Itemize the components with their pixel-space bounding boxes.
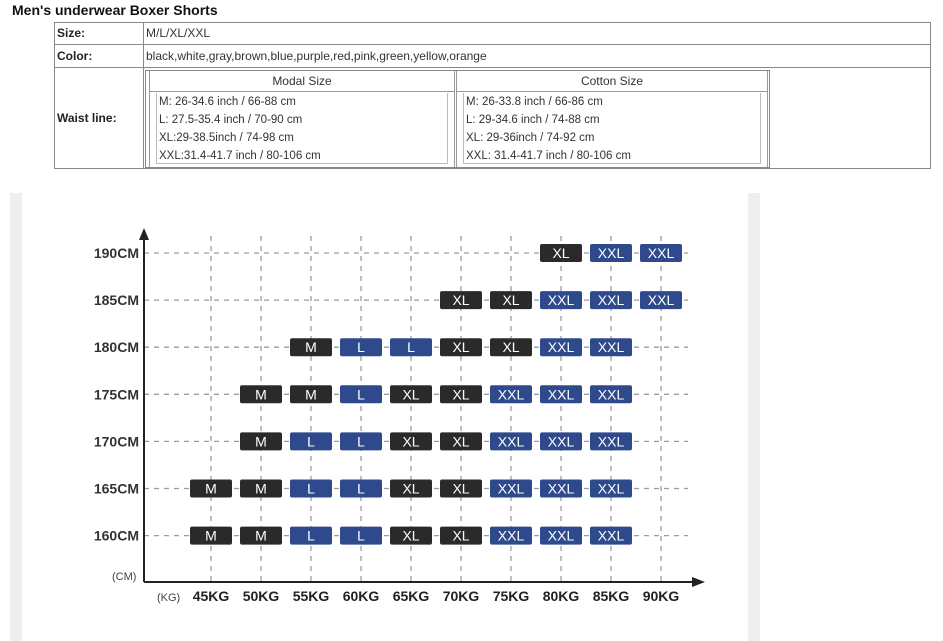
cotton-size-row: XL: 29-36inch / 74-92 cm bbox=[466, 132, 595, 144]
size-label: Size: bbox=[57, 26, 86, 40]
x-axis-arrow-icon bbox=[692, 577, 705, 587]
size-tag-label: XL bbox=[402, 386, 420, 403]
x-tick-label: 80KG bbox=[542, 588, 580, 604]
size-tag-label: XXL bbox=[497, 386, 525, 403]
size-tag-label: M bbox=[305, 339, 317, 356]
x-tick-label: 45KG bbox=[192, 588, 230, 604]
size-tag-label: L bbox=[357, 433, 365, 450]
cotton-size-header: Cotton Size bbox=[457, 71, 767, 92]
y-tick-label: 175CM bbox=[93, 386, 139, 403]
size-tag-label: XL bbox=[452, 386, 470, 403]
size-tag-label: XL bbox=[452, 292, 470, 309]
size-tag-label: M bbox=[255, 527, 267, 544]
y-tick-label: 185CM bbox=[93, 292, 139, 309]
size-tag-label: XXL bbox=[547, 386, 575, 403]
x-unit-label: (KG) bbox=[157, 592, 181, 604]
cotton-size-row: M: 26-33.8 inch / 66-86 cm bbox=[466, 96, 603, 108]
modal-size-row: XXL:31.4-41.7 inch / 80-106 cm bbox=[159, 150, 321, 162]
size-tag-label: XL bbox=[402, 527, 420, 544]
y-tick-label: 165CM bbox=[93, 480, 139, 497]
size-tag-label: XL bbox=[402, 480, 420, 497]
size-value: M/L/XL/XXL bbox=[146, 26, 211, 40]
size-tag-label: M bbox=[255, 480, 267, 497]
color-label: Color: bbox=[57, 49, 93, 63]
size-tag-label: XXL bbox=[497, 527, 525, 544]
size-tag-label: XXL bbox=[597, 527, 625, 544]
y-axis-arrow-icon bbox=[139, 228, 149, 240]
size-tag-label: L bbox=[307, 480, 315, 497]
size-tag-label: M bbox=[205, 527, 217, 544]
size-tag-label: XL bbox=[452, 339, 470, 356]
size-tag-label: L bbox=[357, 480, 365, 497]
size-tag-label: XXL bbox=[597, 339, 625, 356]
size-tag-label: XL bbox=[502, 339, 520, 356]
size-tag-label: XXL bbox=[547, 480, 575, 497]
x-tick-label: 75KG bbox=[492, 588, 530, 604]
size-tag-label: XXL bbox=[647, 245, 675, 261]
modal-size-header: Modal Size bbox=[150, 71, 454, 92]
size-tag-label: L bbox=[407, 339, 415, 356]
x-tick-label: 50KG bbox=[242, 588, 280, 604]
x-tick-label: 90KG bbox=[642, 588, 680, 604]
modal-size-row: L: 27.5-35.4 inch / 70-90 cm bbox=[159, 114, 303, 126]
size-tag-label: L bbox=[357, 527, 365, 544]
color-value: black,white,gray,brown,blue,purple,red,pink,green,yellow,orange bbox=[146, 49, 487, 63]
modal-size-row: XL:29-38.5inch / 74-98 cm bbox=[159, 132, 294, 144]
size-tag-label: XXL bbox=[597, 480, 625, 497]
size-tag-label: M bbox=[255, 433, 267, 450]
size-tag-label: XL bbox=[502, 292, 520, 309]
page-title: Men's underwear Boxer Shorts bbox=[12, 2, 218, 18]
size-tag-label: XXL bbox=[647, 292, 675, 309]
size-tag-label: XXL bbox=[597, 386, 625, 403]
size-tag-label: XL bbox=[402, 433, 420, 450]
size-tag-label: L bbox=[307, 433, 315, 450]
size-tag-label: XXL bbox=[597, 245, 625, 261]
waist-label: Waist line: bbox=[57, 111, 117, 125]
size-tag-label: XXL bbox=[497, 480, 525, 497]
size-tag-label: XXL bbox=[547, 292, 575, 309]
size-tag-label: XXL bbox=[597, 433, 625, 450]
size-tag-label: XL bbox=[452, 527, 470, 544]
size-tag-label: L bbox=[307, 527, 315, 544]
size-tag-label: XXL bbox=[597, 292, 625, 309]
size-tag-label: M bbox=[305, 386, 317, 403]
x-tick-label: 55KG bbox=[292, 588, 330, 604]
size-tag-label: XL bbox=[552, 245, 570, 261]
size-tag-label: XXL bbox=[547, 339, 575, 356]
x-tick-label: 70KG bbox=[442, 588, 480, 604]
x-tick-label: 85KG bbox=[592, 588, 630, 604]
size-tag-label: L bbox=[357, 339, 365, 356]
y-tick-label: 190CM bbox=[93, 245, 139, 261]
x-tick-label: 60KG bbox=[342, 588, 380, 604]
cotton-size-row: L: 29-34.6 inch / 74-88 cm bbox=[466, 114, 600, 126]
size-tag-label: M bbox=[255, 386, 267, 403]
x-tick-label: 65KG bbox=[392, 588, 430, 604]
size-tag-label: XXL bbox=[497, 433, 525, 450]
y-tick-label: 170CM bbox=[93, 433, 139, 450]
size-tag-label: XL bbox=[452, 433, 470, 450]
modal-size-row: M: 26-34.6 inch / 66-88 cm bbox=[159, 96, 296, 108]
size-tag-label: XXL bbox=[547, 433, 575, 450]
cotton-size-row: XXL: 31.4-41.7 inch / 80-106 cm bbox=[466, 150, 631, 162]
size-tag-label: L bbox=[357, 386, 365, 403]
y-tick-label: 160CM bbox=[93, 527, 139, 544]
y-unit-label: (CM) bbox=[112, 571, 137, 583]
size-tag-label: XL bbox=[452, 480, 470, 497]
y-tick-label: 180CM bbox=[93, 339, 139, 356]
size-tag-label: XXL bbox=[547, 527, 575, 544]
size-tag-label: M bbox=[205, 480, 217, 497]
